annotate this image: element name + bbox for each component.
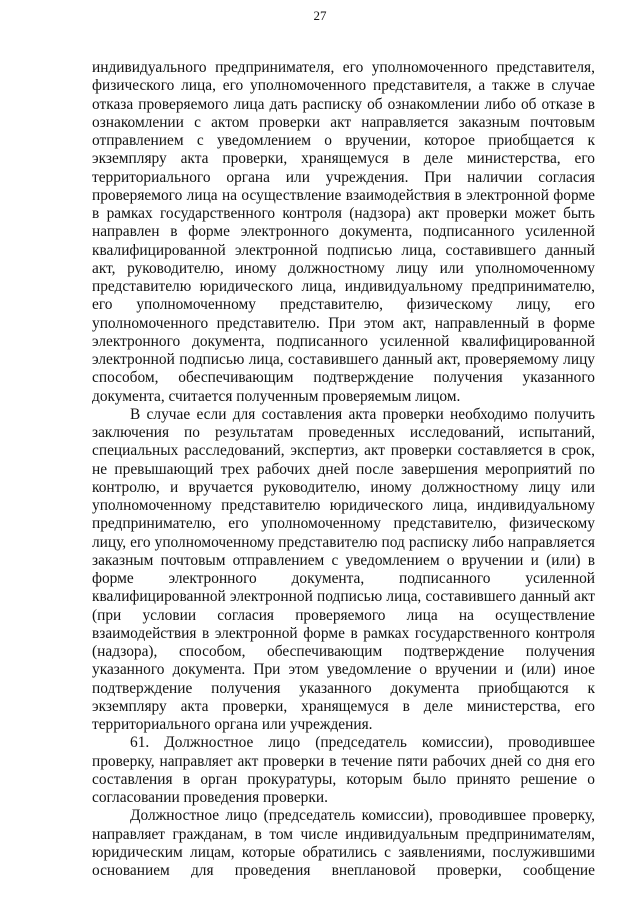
paragraph-continuation: индивидуального предпринимателя, его уполномоченного представителя, физического лица, его уполномоченного представителя, а также в случае отказа проверяемого лица дать расписку об ознакомлении либо об отказе в ознакомлении с актом проверки акт направляется заказным почтовым отправлением с уведомлением о вручении, которое приобщается к экземпляру акта проверки, хранящемуся в деле министерства, его территориального органа или учреждения. При наличии согласия проверяемого лица на осуществление взаимодействия в электронной форме в рамках государственного контроля (надзора) акт проверки может быть направлен в форме электронного документа, подписанного усиленной квалифицированной электронной подписью лица, составившего данный акт, руководителю, иному должностному лицу или уполномоченному представителю юридического лица, индивидуальному предпринимателю, его уполномоченному представителю, физическому лицу, его уполномоченного представителю. При этом акт, направленный в форме электронного документа, подписанного усиленной квалифицированной электронной подписью лица, составившего данный акт, проверяемому лицу способом, обеспечивающим подтверждение получения указанного документа, считается полученным проверяемым лицом. — [92, 59, 595, 405]
document-body — [92, 59, 595, 880]
paragraph-notification: Должностное лицо (председатель комиссии), проводившее проверку, направляет гражданам, в том числе индивидуальным предпринимателям, юридическим лицам, которые обратились с заявлениями, послужившими основанием для проведения внеплановой проверки, сообщение — [92, 807, 595, 879]
page-number: 27 — [313, 8, 327, 23]
paragraph-item-61: 61. Должностное лицо (председатель комиссии), проводившее проверку, направляет акт проверки в течение пяти рабочих дней со дня его составления в орган прокуратуры, которым было принято решение о согласовании проведения проверки. — [92, 734, 595, 806]
paragraph-act-conclusions: В случае если для составления акта проверки необходимо получить заключения по результатам проведенных исследований, испытаний, специальных расследований, экспертиз, акт проверки составляется в срок, не превышающий трех рабочих дней после завершения мероприятий по контролю, и вручается руководителю, иному должностному лицу или уполномоченному представителю юридического лица, индивидуальному предпринимателю, его уполномоченному представителю, физическому лицу, его уполномоченному представителю под расписку либо направляется заказным почтовым отправлением с уведомлением о вручении и (или) в форме электронного документа, подписанного усиленной квалифицированной электронной подписью лица, составившего данный акт (при условии согласия проверяемого лица на осуществление взаимодействия в электронной форме в рамках государственного контроля (надзора), способом, обеспечивающим подтверждение получения указанного документа. При этом уведомление о вручении и (или) иное подтверждение получения указанного документа приобщаются к экземпляру акта проверки, хранящемуся в деле министерства, его территориального органа или учреждения. — [92, 405, 595, 733]
